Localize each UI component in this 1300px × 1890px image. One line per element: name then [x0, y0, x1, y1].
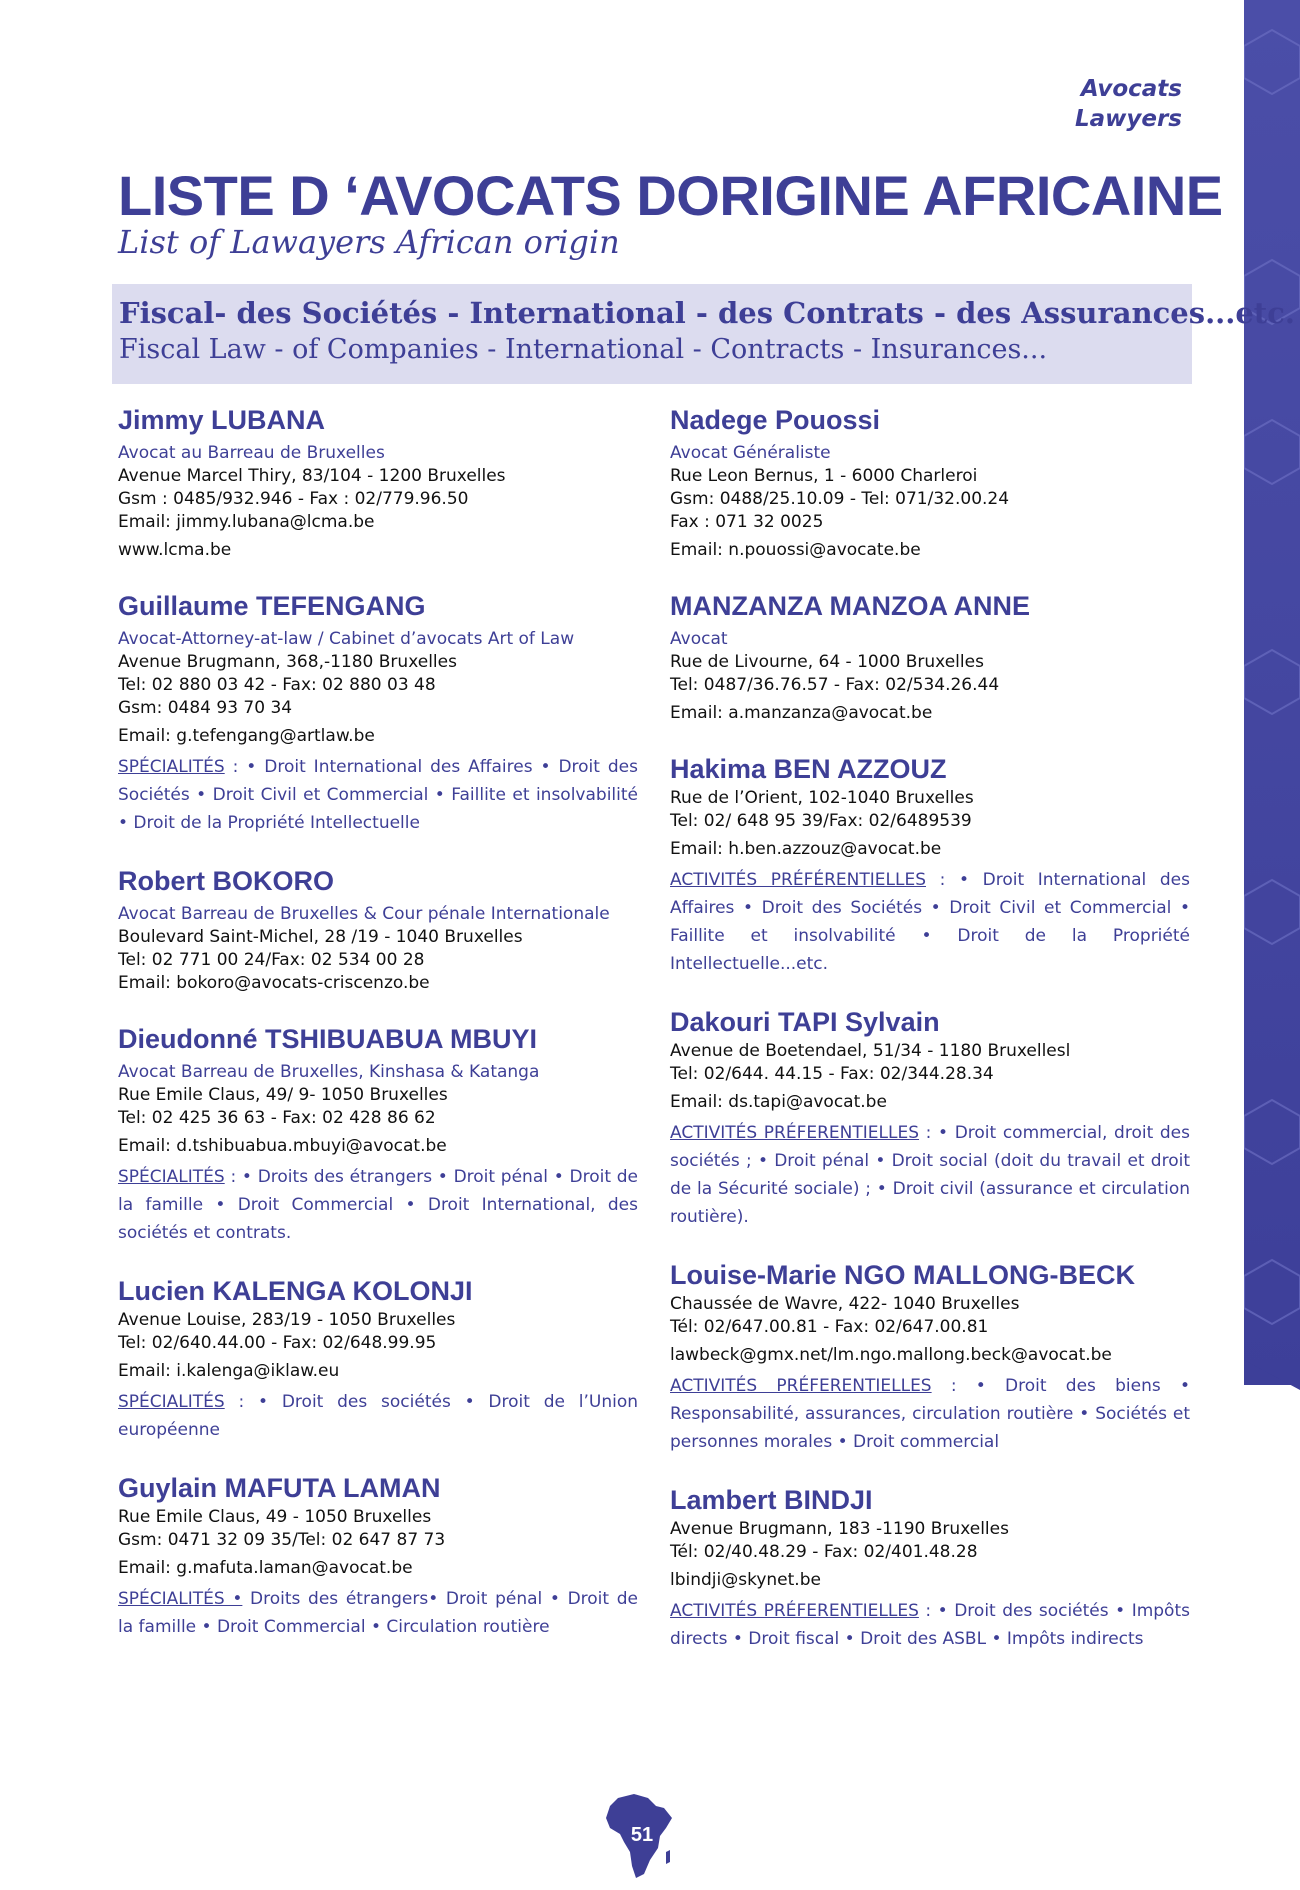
- hexagon-pattern-icon: [1244, 0, 1300, 1385]
- specialties-label: SPÉCIALITÉS: [118, 1167, 225, 1187]
- contact-line: Rue Emile Claus, 49/ 9- 1050 Bruxelles: [118, 1085, 448, 1105]
- category-banner-en: Fiscal Law - of Companies - International - Contracts - Insurances...: [119, 334, 1048, 365]
- contact-email: Email: g.tefengang@artlaw.be: [118, 726, 375, 746]
- specialties: [118, 1388, 638, 1444]
- lawyer-entry: [118, 402, 638, 562]
- contact-line: Tel: 02/640.44.00 - Fax: 02/648.99.95: [118, 1333, 437, 1353]
- page-title: LISTE D ‘AVOCATS DORIGINE AFRICAINE: [118, 164, 1223, 227]
- contact-line: Gsm: 0471 32 09 35/Tel: 02 647 87 73: [118, 1530, 446, 1550]
- decorative-side-band: [1244, 0, 1300, 1385]
- specialties-label: SPÉCIALITÉS: [118, 757, 225, 777]
- page-number: 51: [630, 1824, 654, 1846]
- contact-line: Tel: 02/ 648 95 39/Fax: 02/6489539: [670, 811, 972, 831]
- specialties: [670, 1597, 1190, 1653]
- lawyer-entry: [670, 1257, 1190, 1456]
- contact-line: Avenue Brugmann, 183 -1190 Bruxelles: [670, 1519, 1009, 1539]
- specialties-label: ACTIVITÉS PRÉFERENTIELLES: [670, 1123, 920, 1143]
- contact-line: Tel: 02 880 03 42 - Fax: 02 880 03 48: [118, 675, 436, 695]
- lawyer-role: Avocat Généraliste: [670, 443, 831, 463]
- contact-line: Email: bokoro@avocats-criscenzo.be: [118, 973, 430, 993]
- contact-email: lawbeck@gmx.net/lm.ngo.mallong.beck@avocat.be: [670, 1345, 1112, 1365]
- contact-email: Email: n.pouossi@avocate.be: [670, 540, 921, 560]
- page-subtitle: List of Lawayers African origin: [118, 223, 620, 261]
- lawyer-name: Lambert BINDJI: [670, 1485, 873, 1515]
- specialties-text: : • Droit des sociétés • Impôts directs • Droit fiscal • Droit des ASBL • Impôts indirects: [670, 1601, 1190, 1649]
- contact-line: Tel: 0487/36.76.57 - Fax: 02/534.26.44: [670, 675, 1000, 695]
- lawyer-name: Lucien KALENGA KOLONJI: [118, 1276, 473, 1306]
- contact-email: Email: d.tshibuabua.mbuyi@avocat.be: [118, 1136, 447, 1156]
- contact-line: Chaussée de Wavre, 422- 1040 Bruxelles: [670, 1294, 1020, 1314]
- contact-email: Email: g.mafuta.laman@avocat.be: [118, 1558, 413, 1578]
- contact-line: Boulevard Saint-Michel, 28 /19 - 1040 Bruxelles: [118, 927, 523, 947]
- lawyer-name: Dakouri TAPI Sylvain: [670, 1007, 940, 1037]
- right-column: [670, 402, 1190, 1679]
- specialties: [670, 1372, 1190, 1456]
- specialties: [670, 1119, 1190, 1231]
- lawyer-role: Avocat: [670, 629, 728, 649]
- contact-line: Tel: 02/644. 44.15 - Fax: 02/344.28.34: [670, 1064, 994, 1084]
- specialties-text: : • Droit International des Affaires • Droit des Sociétés • Droit Civil et Commercial • Faillite et insolvabilité • Droit de la Propriété Intellectuelle...etc.: [670, 870, 1190, 974]
- specialties: [670, 866, 1190, 978]
- contact-line: Rue Leon Bernus, 1 - 6000 Charleroi: [670, 466, 978, 486]
- contact-line: Gsm: 0488/25.10.09 - Tel: 071/32.00.24: [670, 489, 1010, 509]
- lawyer-name: Robert BOKORO: [118, 866, 334, 896]
- lawyer-name: Hakima BEN AZZOUZ: [670, 754, 947, 784]
- contact-email: www.lcma.be: [118, 540, 232, 560]
- category-banner-fr: Fiscal- des Sociétés - International - des Contrats - des Assurances...etc.: [119, 296, 1295, 330]
- contact-email: Email: i.kalenga@iklaw.eu: [118, 1361, 340, 1381]
- contact-line: Rue de l’Orient, 102-1040 Bruxelles: [670, 788, 974, 808]
- contact-line: Avenue Louise, 283/19 - 1050 Bruxelles: [118, 1310, 456, 1330]
- specialties-text: : • Droit des sociétés • Droit de l’Union européenne: [118, 1392, 638, 1440]
- specialties-label: ACTIVITÉS PRÉFÉRENTIELLES: [670, 870, 926, 890]
- contact-line: Rue de Livourne, 64 - 1000 Bruxelles: [670, 652, 984, 672]
- contact-line: Fax : 071 32 0025: [670, 512, 824, 532]
- contact-line: Rue Emile Claus, 49 - 1050 Bruxelles: [118, 1507, 432, 1527]
- specialties-text: Droits des étrangers• Droit pénal • Droit de la famille • Droit Commercial • Circulation routière: [118, 1589, 638, 1637]
- contact-email: Email: h.ben.azzouz@avocat.be: [670, 839, 942, 859]
- contact-line: Avenue Marcel Thiry, 83/104 - 1200 Bruxelles: [118, 466, 506, 486]
- section-label: [1075, 74, 1182, 134]
- contact-line: Avenue de Boetendael, 51/34 - 1180 Bruxellesl: [670, 1041, 1071, 1061]
- contact-line: Tél: 02/40.48.29 - Fax: 02/401.48.28: [670, 1542, 978, 1562]
- specialties-text: : • Droit commercial, droit des sociétés ; • Droit pénal • Droit social (doit du travail et droit de la Sécurité sociale) ; • Droit civil (assurance et circulation routière).: [670, 1123, 1190, 1227]
- contact-line: Gsm: 0484 93 70 34: [118, 698, 293, 718]
- specialties-label: ACTIVITÉS PRÉFERENTIELLES: [670, 1601, 919, 1621]
- lawyer-entry: [670, 402, 1190, 562]
- contact-line: Tél: 02/647.00.81 - Fax: 02/647.00.81: [670, 1317, 989, 1337]
- contact-line: Tel: 02 425 36 63 - Fax: 02 428 86 62: [118, 1108, 436, 1128]
- lawyer-name: MANZANZA MANZOA ANNE: [670, 591, 1030, 621]
- contact-line: Tel: 02 771 00 24/Fax: 02 534 00 28: [118, 950, 425, 970]
- contact-email: Email: a.manzanza@avocat.be: [670, 703, 933, 723]
- lawyer-role: Avocat Barreau de Bruxelles, Kinshasa & Katanga: [118, 1062, 540, 1082]
- specialties-text: : • Droit des biens • Responsabilité, assurances, circulation routière • Sociétés et personnes morales • Droit commercial: [670, 1376, 1190, 1452]
- contact-line: Avenue Brugmann, 368,-1180 Bruxelles: [118, 652, 457, 672]
- specialties-label: SPÉCIALITÉS: [118, 1392, 225, 1412]
- contact-email: lbindji@skynet.be: [670, 1570, 821, 1590]
- lawyer-entry: [670, 1004, 1190, 1231]
- lawyer-role: Avocat Barreau de Bruxelles & Cour pénale Internationale: [118, 904, 610, 924]
- specialties: [118, 1585, 638, 1641]
- lawyer-entry: [118, 863, 638, 995]
- lawyer-name: Guillaume TEFENGANG: [118, 591, 426, 621]
- lawyer-name: Nadege Pouossi: [670, 405, 881, 435]
- section-label-fr: Avocats: [1080, 76, 1182, 102]
- lawyer-entry: [118, 1470, 638, 1641]
- lawyer-role: Avocat-Attorney-at-law / Cabinet d’avocats Art of Law: [118, 629, 575, 649]
- lawyer-name: Dieudonné TSHIBUABUA MBUYI: [118, 1024, 537, 1054]
- lawyer-name: Jimmy LUBANA: [118, 405, 326, 435]
- specialties-text: : • Droit International des Affaires • Droit des Sociétés • Droit Civil et Commercial • Faillite et insolvabilité • Droit de la Propriété Intellectuelle: [118, 757, 638, 833]
- lawyer-name: Guylain MAFUTA LAMAN: [118, 1473, 441, 1503]
- lawyer-entry: [670, 751, 1190, 978]
- contact-line: Gsm : 0485/932.946 - Fax : 02/779.96.50: [118, 489, 469, 509]
- lawyer-entry: [118, 588, 638, 837]
- lawyer-entry: [118, 1021, 638, 1247]
- lawyer-entry: [118, 1273, 638, 1444]
- lawyer-role: Avocat au Barreau de Bruxelles: [118, 443, 385, 463]
- specialties: [118, 753, 638, 837]
- left-column: [118, 402, 638, 1667]
- lawyer-entry: [670, 1482, 1190, 1653]
- category-banner: [112, 284, 1295, 384]
- specialties-text: : • Droits des étrangers • Droit pénal • Droit de la famille • Droit Commercial • Droit International, des sociétés et contrats.: [118, 1167, 638, 1243]
- specialties-label: ACTIVITÉS PRÉFERENTIELLES: [670, 1376, 932, 1396]
- contact-line: Email: jimmy.lubana@lcma.be: [118, 512, 375, 532]
- lawyer-name: Louise-Marie NGO MALLONG-BECK: [670, 1260, 1136, 1290]
- section-label-en: Lawyers: [1074, 106, 1182, 132]
- contact-email: Email: ds.tapi@avocat.be: [670, 1092, 887, 1112]
- specialties: [118, 1163, 638, 1247]
- lawyer-entry: [670, 588, 1190, 725]
- specialties-label: SPÉCIALITÉS •: [118, 1589, 243, 1609]
- side-band-tip: [1244, 1360, 1300, 1390]
